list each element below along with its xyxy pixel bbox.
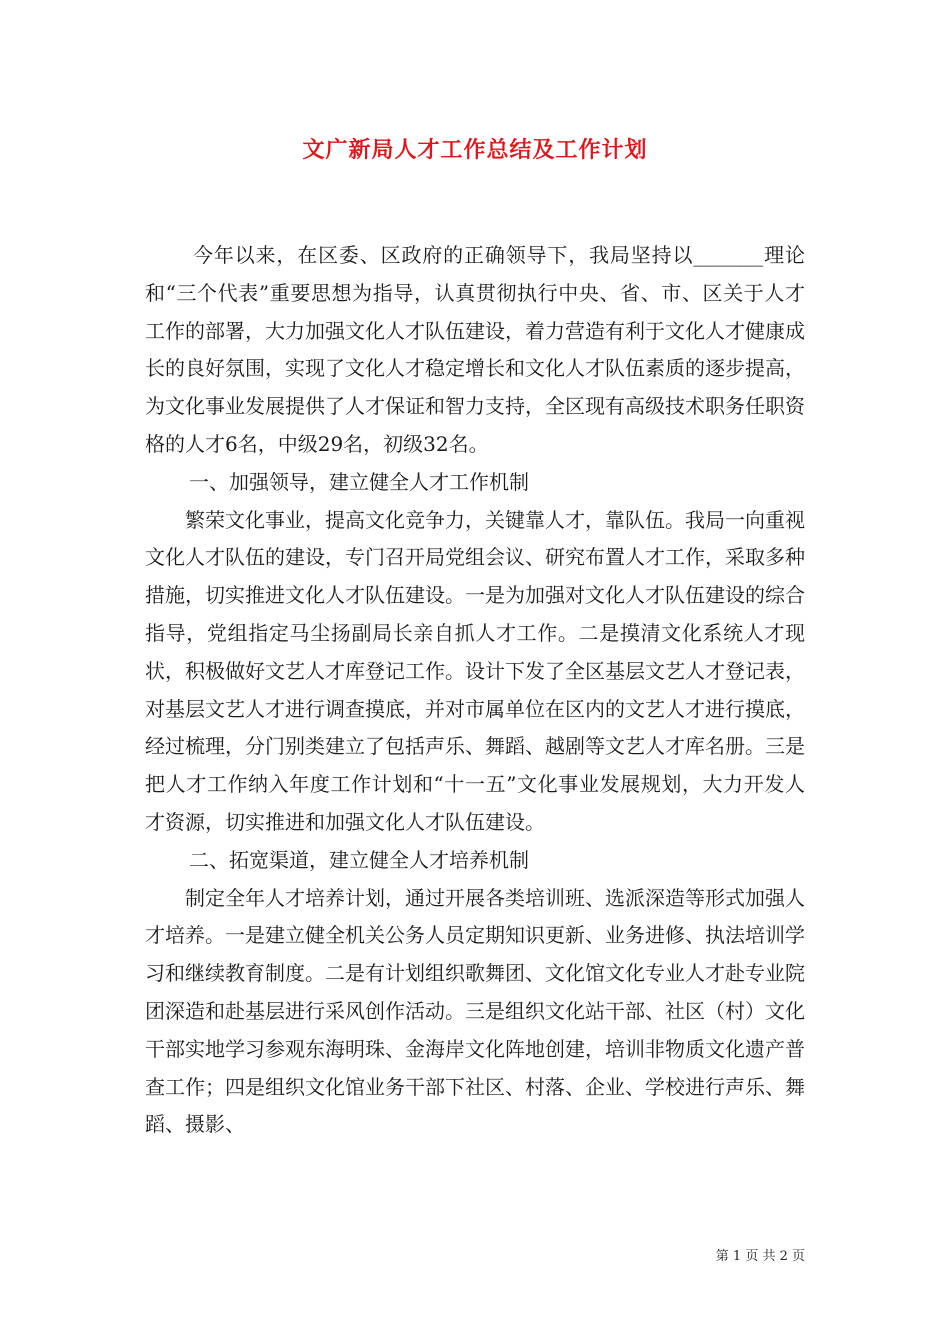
section-heading-2: 二、拓宽渠道，建立健全人才培养机制 xyxy=(189,847,529,872)
page-number-footer: 第 1 页 共 2 页 xyxy=(715,1249,805,1264)
section-heading-1: 一、加强领导，建立健全人才工作机制 xyxy=(189,469,529,494)
document-body xyxy=(145,237,805,1144)
section-2-paragraph: 制定全年人才培养计划，通过开展各类培训班、选派深造等形式加强人才培养。一是建立健全机关公务人员定期知识更新、业务进修、执法培训学习和继续教育制度。二是有计划组织歌舞团、文化馆文化专业人才赴专业院团深造和赴基层进行采风创作活动。三是组织文化站干部、社区（村）文化干部实地学习参观东海明珠、金海岸文化阵地创建，培训非物质文化遗产普查工作；四是组织文化馆业务干部下社区、村落、企业、学校进行声乐、舞蹈、摄影、 xyxy=(145,885,805,1137)
section-1-paragraph: 繁荣文化事业，提高文化竞争力，关键靠人才，靠队伍。我局一向重视文化人才队伍的建设，专门召开局党组会议、研究布置人才工作，采取多种措施，切实推进文化人才队伍建设。一是为加强对文化人才队伍建设的综合指导，党组指定马尘扬副局长亲自抓人才工作。二是摸清文化系统人才现状，积极做好文艺人才库登记工作。设计下发了全区基层文艺人才登记表，对基层文艺人才进行调查摸底，并对市属单位在区内的文艺人才进行摸底，经过梳理，分门别类建立了包括声乐、舞蹈、越剧等文艺人才库名册。三是把人才工作纳入年度工作计划和“十一五”文化事业发展规划，大力开发人才资源，切实推进和加强文化人才队伍建设。 xyxy=(145,507,805,834)
intro-paragraph: 今年以来，在区委、区政府的正确领导下，我局坚持以_______理论和“三个代表”重要思想为指导，认真贯彻执行中央、省、市、区关于人才工作的部署，大力加强文化人才队伍建设，着力营造有利于文化人才健康成长的良好氛围，实现了文化人才稳定增长和文化人才队伍素质的逐步提高，为文化事业发展提供了人才保证和智力支持，全区现有高级技术职务任职资格的人才6名，中级29名，初级32名。 xyxy=(145,243,805,456)
document-title: 文广新局人才工作总结及工作计划 xyxy=(302,137,648,163)
